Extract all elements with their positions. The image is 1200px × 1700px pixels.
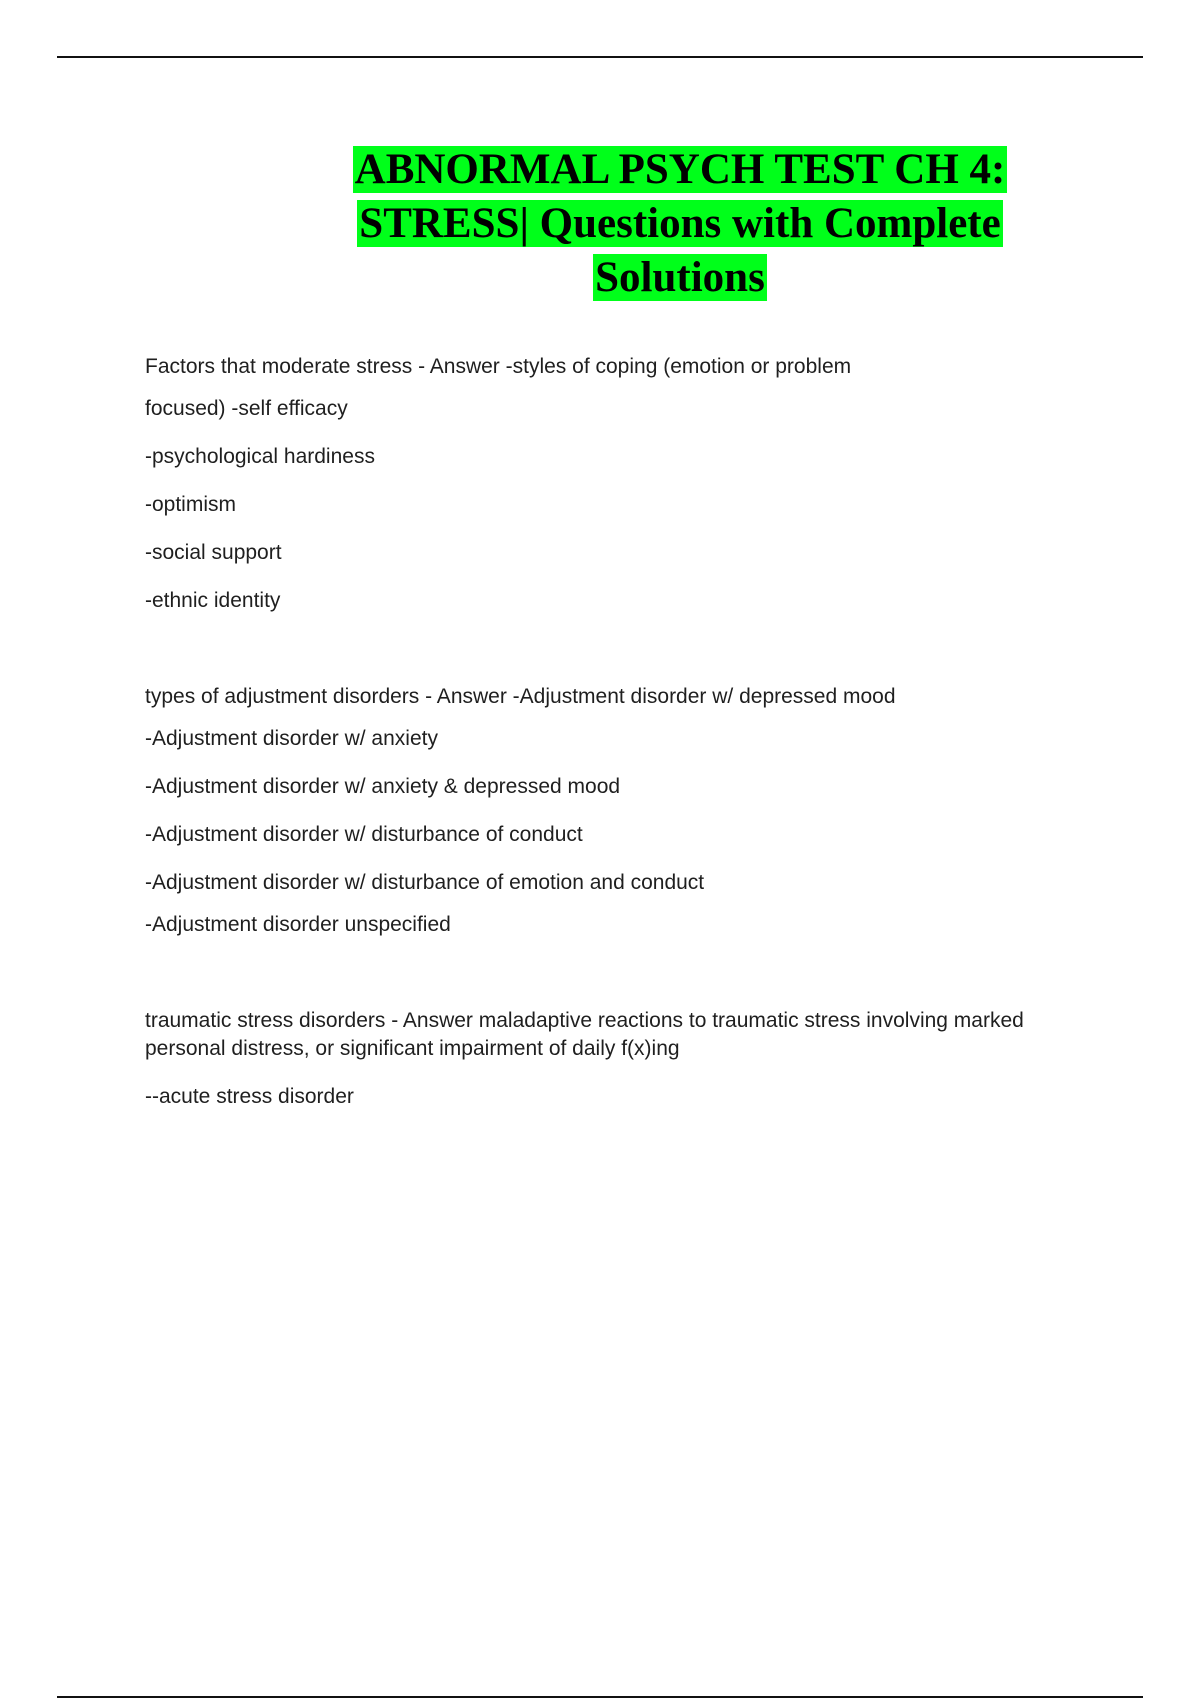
qa-item-adjustment-disorders [145, 683, 1095, 939]
question-text: Factors that moderate stress - Answer -styles of coping (emotion or problem [145, 355, 852, 378]
answer-line: -Adjustment disorder unspecified [145, 913, 451, 936]
question-text: traumatic stress disorders - Answer maladaptive reactions to traumatic stress involving marked personal distress, or significant impairment of daily f(x)ing [145, 1009, 1024, 1060]
qa-item-moderate-stress [145, 353, 1095, 615]
answer-line: -Adjustment disorder w/ disturbance of emotion and conduct [145, 871, 705, 894]
answer-line: --acute stress disorder [145, 1085, 354, 1108]
document-body [145, 353, 1095, 1111]
answer-line: -Adjustment disorder w/ disturbance of conduct [145, 823, 583, 846]
answer-line: -Adjustment disorder w/ anxiety & depressed mood [145, 775, 621, 798]
title-line-3: Solutions [595, 254, 765, 301]
answer-line: -ethnic identity [145, 589, 281, 612]
qa-item-traumatic-stress [145, 1007, 1095, 1111]
header-rule [57, 56, 1143, 58]
title-line-2: STRESS| Questions with Complete [359, 200, 1001, 247]
title-line-1: ABNORMAL PSYCH TEST CH 4: [354, 146, 1006, 193]
answer-line: -psychological hardiness [145, 445, 375, 468]
answer-line: -Adjustment disorder w/ anxiety [145, 727, 438, 750]
document-title [300, 143, 1060, 305]
answer-line: -social support [145, 541, 282, 564]
question-text: types of adjustment disorders - Answer -Adjustment disorder w/ depressed mood [145, 685, 896, 708]
answer-line: focused) -self efficacy [145, 397, 348, 420]
answer-line: -optimism [145, 493, 237, 516]
footer-rule [57, 1696, 1143, 1698]
